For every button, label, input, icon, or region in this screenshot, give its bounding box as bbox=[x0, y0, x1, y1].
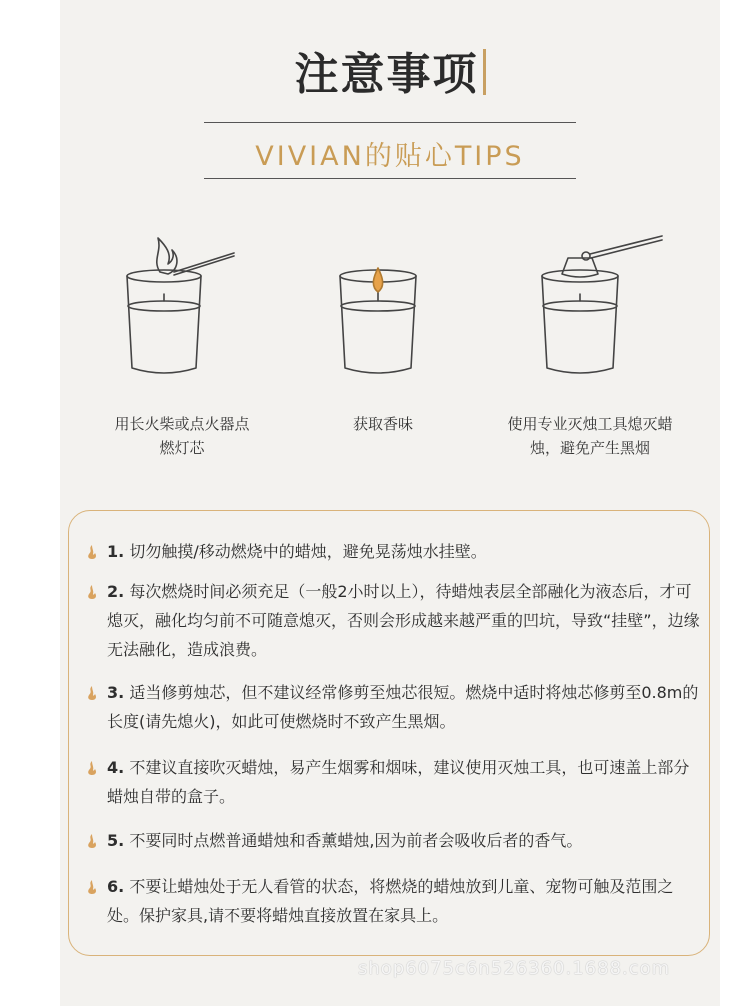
step-light-wick bbox=[82, 228, 282, 460]
subtitle-top-rule bbox=[204, 122, 576, 123]
tip-item bbox=[85, 826, 705, 855]
step-label: 用长火柴或点火器点燃灯芯 bbox=[114, 415, 250, 457]
flame-icon bbox=[85, 685, 99, 701]
step-snuff-candle bbox=[492, 228, 692, 460]
page-subtitle: VIVIAN的贴心TIPS bbox=[255, 141, 525, 172]
step-label: 使用专业灭烛工具熄灭蜡烛，避免产生黑烟 bbox=[507, 415, 673, 457]
tips-box bbox=[68, 510, 710, 956]
shop-watermark: shop6075c6n526360.1688.com bbox=[358, 958, 671, 979]
tip-number: 4. bbox=[107, 758, 125, 777]
candle-snuffer-icon bbox=[512, 228, 672, 388]
tip-text: 不要让蜡烛处于无人看管的状态，将燃烧的蜡烛放到儿童、宠物可触及范围之处。保护家具,请不要将蜡烛直接放置在家具上。 bbox=[107, 877, 674, 925]
tip-item bbox=[85, 753, 705, 811]
title-accent-bar bbox=[483, 49, 486, 95]
tip-text: 不建议直接吹灭蜡烛，易产生烟雾和烟味，建议使用灭烛工具，也可速盖上部分蜡烛自带的盒子。 bbox=[107, 758, 690, 806]
tip-item bbox=[85, 537, 705, 566]
tip-number: 1. bbox=[107, 542, 125, 561]
tip-number: 3. bbox=[107, 683, 125, 702]
flame-icon bbox=[85, 879, 99, 895]
subtitle-bottom-rule bbox=[204, 178, 576, 179]
tip-number: 5. bbox=[107, 831, 125, 850]
tip-number: 2. bbox=[107, 582, 125, 601]
flame-icon bbox=[85, 833, 99, 849]
lighting-candle-icon bbox=[102, 228, 262, 388]
page-title-text: 注意事项 bbox=[294, 49, 479, 100]
tip-item bbox=[85, 577, 705, 664]
flame-icon bbox=[85, 544, 99, 560]
burning-candle-icon bbox=[308, 228, 468, 388]
tip-text: 切勿触摸/移动燃烧中的蜡烛，避免晃荡烛水挂壁。 bbox=[129, 542, 487, 561]
flame-icon bbox=[85, 760, 99, 776]
step-get-scent bbox=[288, 228, 488, 436]
tip-item bbox=[85, 678, 705, 736]
page-title bbox=[60, 38, 720, 102]
step-label: 获取香味 bbox=[352, 415, 413, 433]
tips-page bbox=[60, 0, 720, 1006]
tip-text: 每次燃烧时间必须充足（一般2小时以上），待蜡烛表层全部融化为液态后，才可熄灭，融化均匀前不可随意熄灭，否则会形成越来越严重的凹坑，导致“挂壁”，边缘无法融化，造成浪费。 bbox=[107, 582, 700, 659]
tip-text: 不要同时点燃普通蜡烛和香薰蜡烛,因为前者会吸收后者的香气。 bbox=[129, 831, 583, 850]
tip-text: 适当修剪烛芯，但不建议经常修剪至烛芯很短。燃烧中适时将烛芯修剪至0.8m的长度(请先熄火)，如此可使燃烧时不致产生黑烟。 bbox=[107, 683, 699, 731]
tip-item bbox=[85, 872, 705, 930]
tip-number: 6. bbox=[107, 877, 125, 896]
flame-icon bbox=[85, 584, 99, 600]
